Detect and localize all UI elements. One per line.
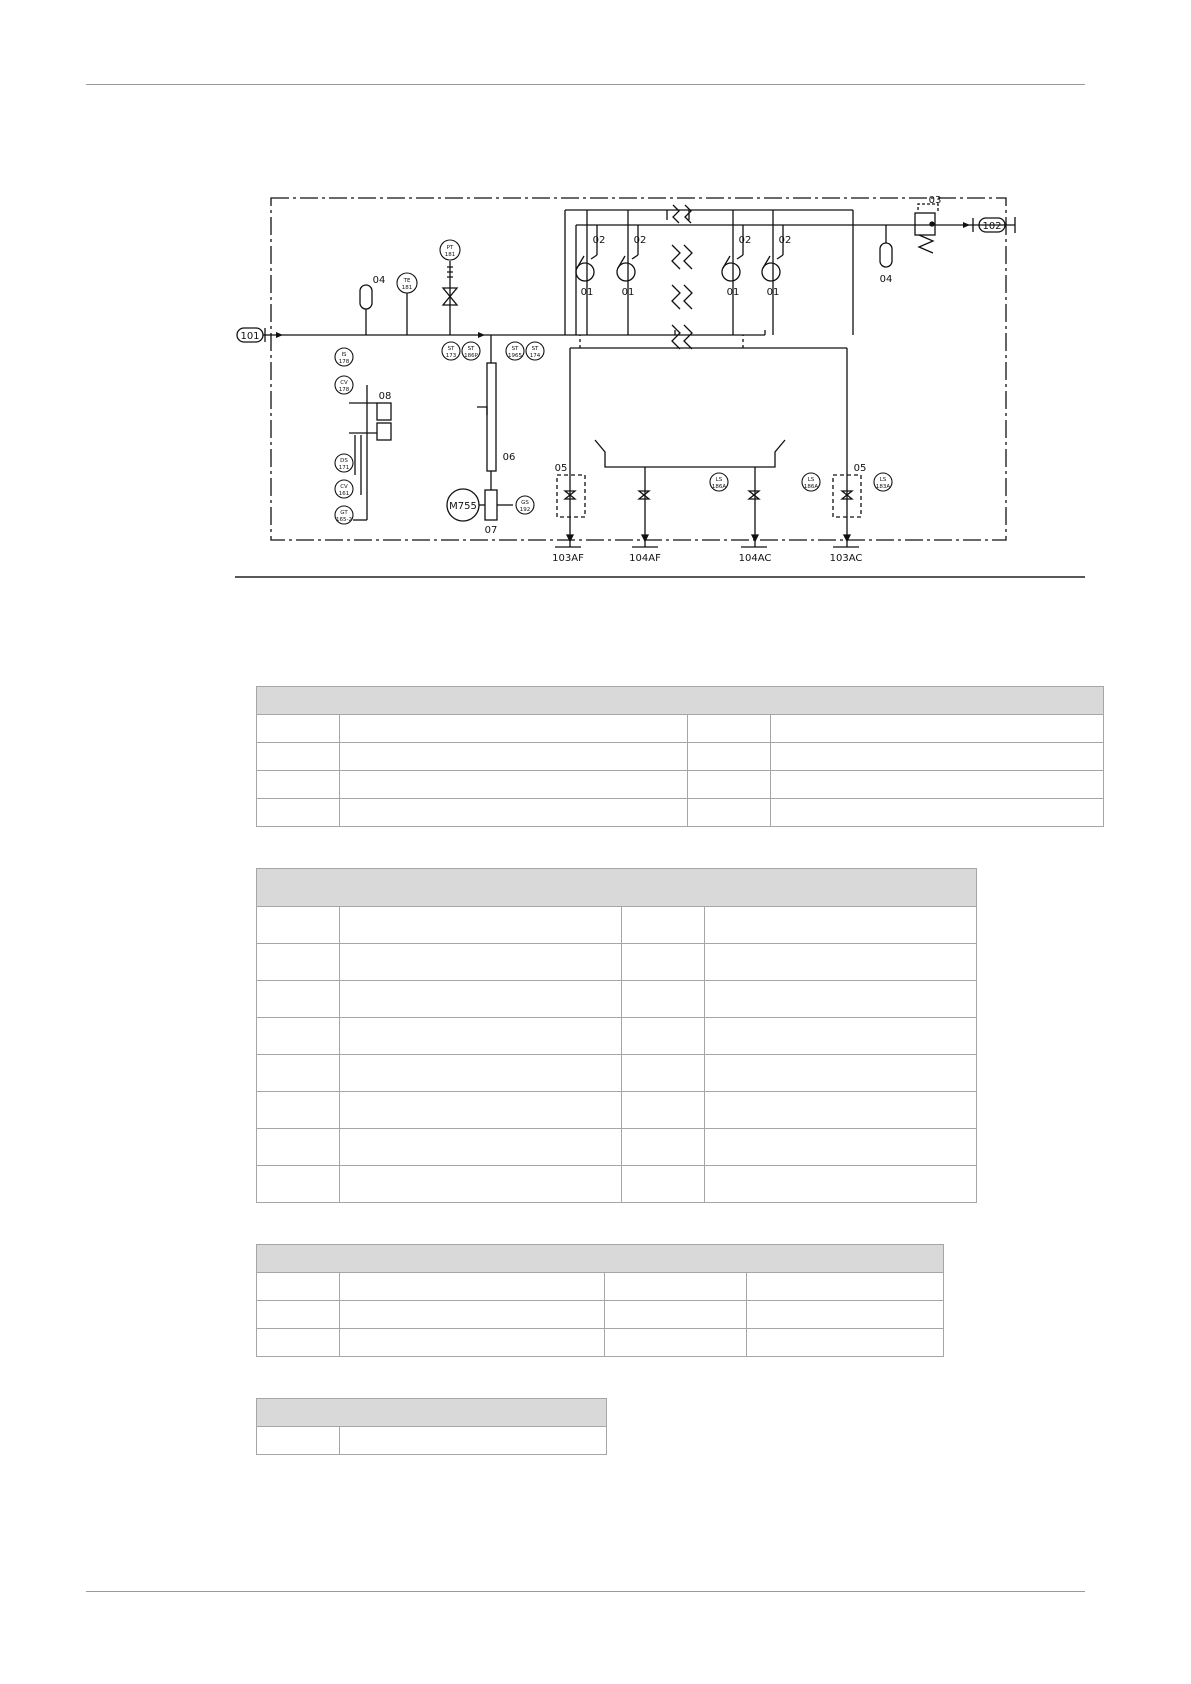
valve-block-label: 08 — [378, 391, 392, 402]
pump-label: 01 — [766, 287, 780, 298]
instrument-num: 186A — [803, 484, 819, 490]
table-row — [257, 907, 977, 944]
drain-label-104ac: 104AC — [738, 553, 772, 564]
pump-valve-label: 02 — [633, 235, 647, 246]
table-row — [257, 981, 977, 1018]
instrument-tag: TE — [403, 278, 411, 284]
filter-unit-label: 07 — [484, 525, 498, 536]
table-row — [257, 1055, 977, 1092]
drain-label-104af: 104AF — [629, 553, 661, 564]
instrument-tag: ST — [467, 346, 475, 352]
pump-label: 01 — [580, 287, 594, 298]
instrument-num: 173 — [445, 353, 457, 359]
table-header — [257, 869, 977, 907]
accumulator-label: 04 — [879, 274, 893, 285]
table-row — [257, 743, 1104, 771]
footer-rule — [86, 1591, 1085, 1592]
pump-valve-label: 02 — [592, 235, 606, 246]
instrument-num: 171 — [338, 465, 350, 471]
table-row — [257, 944, 977, 981]
instrument-tag: DS — [340, 458, 348, 464]
table-header — [257, 687, 1104, 715]
table-row — [257, 1301, 944, 1329]
table-row — [257, 715, 1104, 743]
relief-valve-label: 03 — [928, 195, 942, 206]
instrument-num: 183A — [875, 484, 891, 490]
outlet-label: 102 — [982, 221, 1002, 232]
drain-valve-label: 05 — [853, 463, 867, 474]
inlet-label: 101 — [240, 331, 260, 342]
instrument-num: 178 — [338, 387, 350, 393]
spec-table-3 — [256, 1244, 944, 1357]
drain-valve-label: 05 — [554, 463, 568, 474]
pump-valve-label: 02 — [738, 235, 752, 246]
spec-table-2 — [256, 868, 977, 1203]
motor-label: M755 — [449, 501, 477, 512]
instrument-tag: LS — [807, 477, 815, 483]
spec-table-4 — [256, 1398, 607, 1455]
instrument-tag: ST — [447, 346, 455, 352]
instrument-tag: ST — [531, 346, 539, 352]
instrument-num: 165-2 — [336, 517, 352, 523]
table-row — [257, 1273, 944, 1301]
table-row — [257, 1092, 977, 1129]
accumulator-label: 04 — [372, 275, 386, 286]
pump-label: 01 — [621, 287, 635, 298]
table-row — [257, 1427, 607, 1455]
instrument-tag: GS — [521, 500, 529, 506]
instrument-num: 186P — [464, 353, 478, 359]
table-row — [257, 799, 1104, 827]
drain-label-103ac: 103AC — [829, 553, 863, 564]
hydraulic-schematic — [235, 185, 1085, 625]
instrument-num: 181 — [444, 252, 456, 258]
drain-label-103af: 103AF — [552, 553, 584, 564]
instrument-tag: LS — [715, 477, 723, 483]
header-rule — [86, 84, 1085, 85]
table-row — [257, 1329, 944, 1357]
instrument-num: 192 — [519, 507, 531, 513]
instrument-tag: ST — [511, 346, 519, 352]
instrument-num: 174 — [529, 353, 541, 359]
instrument-num: 178 — [338, 359, 350, 365]
table-header — [257, 1399, 607, 1427]
table-row — [257, 771, 1104, 799]
instrument-tag: IS — [341, 352, 347, 358]
table-row — [257, 1129, 977, 1166]
table-row — [257, 1018, 977, 1055]
instrument-tag: LS — [879, 477, 887, 483]
pump-label: 01 — [726, 287, 740, 298]
pump-valve-label: 02 — [778, 235, 792, 246]
instrument-num: 1965 — [508, 353, 522, 359]
instrument-tag: CV — [340, 484, 348, 490]
instrument-tag: GT — [340, 510, 348, 516]
spec-table-1 — [256, 686, 1104, 827]
sight-glass-label: 06 — [502, 452, 516, 463]
instrument-tag: CV — [340, 380, 348, 386]
table-row — [257, 1166, 977, 1203]
table-header — [257, 1245, 944, 1273]
instrument-num: 186A — [711, 484, 727, 490]
instrument-num: 181 — [401, 285, 413, 291]
instrument-num: 161 — [338, 491, 350, 497]
instrument-tag: PT — [446, 245, 454, 251]
